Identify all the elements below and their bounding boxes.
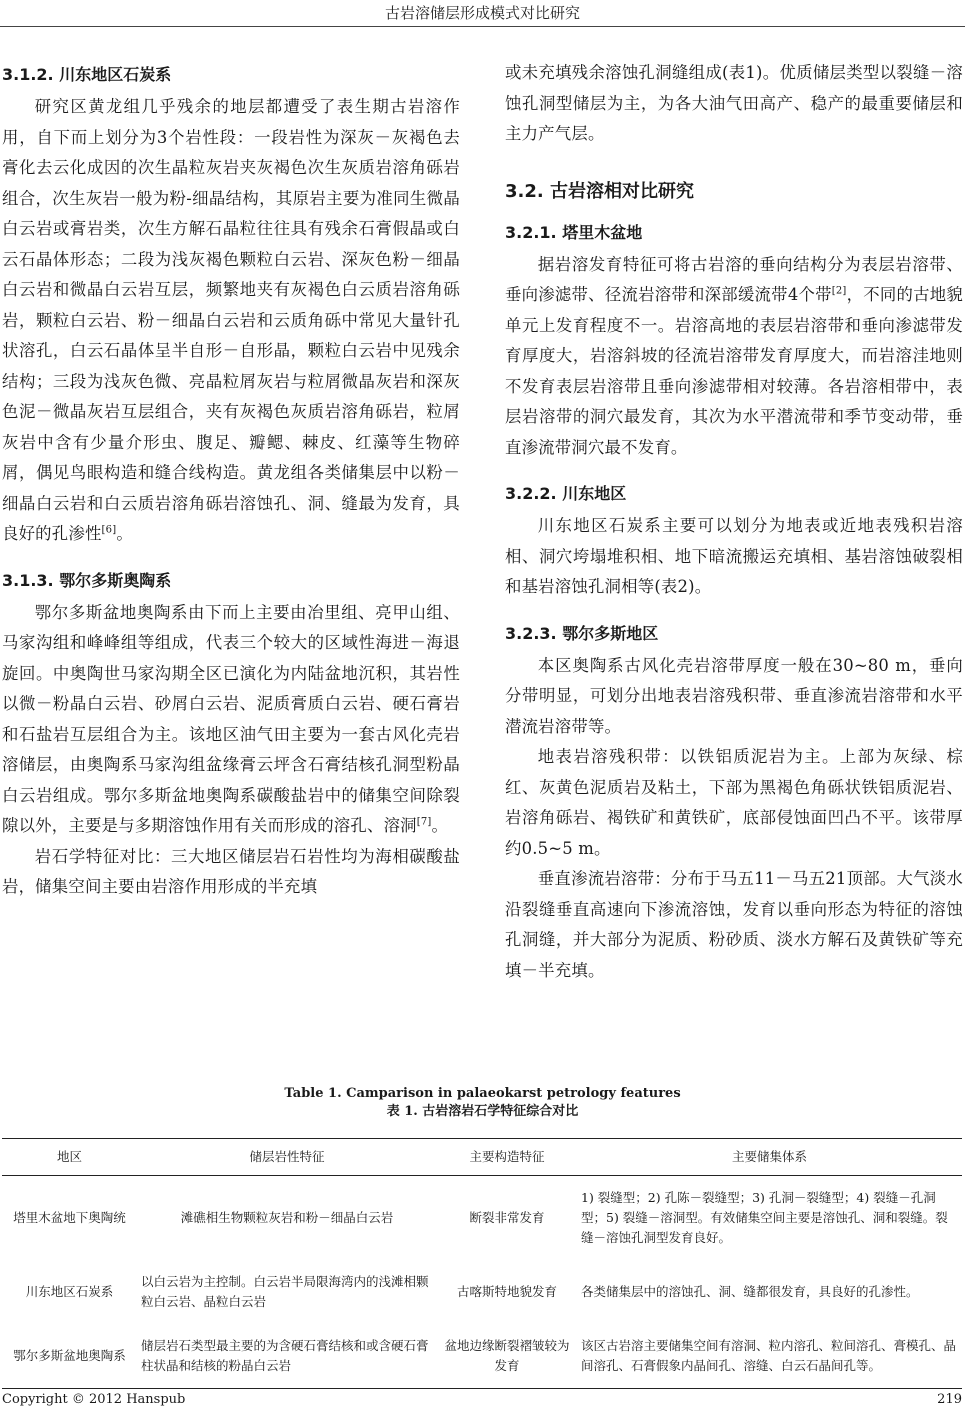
table-cell-region: 川东地区石炭系 xyxy=(25,1284,114,1299)
table-row xyxy=(2,1324,962,1389)
table-cell-lithology: 滩礁相生物颗粒灰岩和粉－细晶白云岩 xyxy=(180,1210,394,1225)
table-cell-structure: 盆地边缘断裂褶皱较为发育 xyxy=(437,1324,577,1389)
comparison-table xyxy=(2,1138,962,1389)
table-caption-cn: 表 1. 古岩溶岩石学特征综合对比 xyxy=(386,1104,579,1119)
table-header-cell: 主要构造特征 xyxy=(437,1139,577,1176)
section-3-2-3-paragraph-1: 本区奥陶系古风化壳岩溶带厚度一般在30~80 m，垂向分带明显，可划分出地表岩溶残积带、垂直渗流岩溶带和水平潜流岩溶带等。 xyxy=(505,655,963,736)
table-cell-reservoir: 各类储集层中的溶蚀孔、洞、缝都很发育，具良好的孔渗性。 xyxy=(581,1284,919,1299)
section-3-2-3-paragraph-2: 地表岩溶残积带：以铁铝质泥岩为主。上部为灰绿、棕红、灰黄色泥质岩及粘土，下部为黑褐色角砾状铁铝质泥岩、岩溶角砾岩、褐铁矿和黄铁矿，底部侵蚀面凹凸不平。该带厚约0.5~5 m。 xyxy=(505,747,963,858)
table-cell-reservoir: 1) 裂缝型；2) 孔陈－裂缝型；3) 孔洞－裂缝型；4) 裂缝－孔洞型；5) 裂缝－溶洞型。有效储集空间主要是溶蚀孔、洞和裂缝。裂缝－溶蚀孔洞型发育良好。 xyxy=(581,1190,948,1245)
petrology-comparison-paragraph: 岩石学特征对比：三大地区储层岩石岩性均为海相碳酸盐岩，储集空间主要由岩溶作用形成的半充填 xyxy=(2,846,460,896)
table-cell-lithology: 以白云岩为主控制。白云岩半局限海湾内的浅滩相颗粒白云岩、晶粒白云岩 xyxy=(141,1274,429,1309)
table-cell-region: 鄂尔多斯盆地奥陶系 xyxy=(2,1324,137,1389)
section-3-2-2-paragraph: 川东地区石炭系主要可以划分为地表或近地表残积岩溶相、洞穴垮塌堆积相、地下暗流搬运充填相、基岩溶蚀破裂相和基岩溶蚀孔洞相等(表2)。 xyxy=(505,516,963,596)
paragraph-text: 据岩溶发育特征可将古岩溶的垂向结构分为表层岩溶带、垂向渗滤带、径流岩溶带和深部缓流带4个带 xyxy=(505,254,963,304)
section-3-2-3-paragraph-3: 垂直渗流岩溶带：分布于马五11－马五21顶部。大气淡水沿裂缝垂直高速向下渗流溶蚀，发育以垂向形态为特征的溶蚀孔洞缝，并大部分为泥质、粉砂质、淡水方解石及黄铁矿等充填－半充填。 xyxy=(505,869,963,980)
left-column xyxy=(2,58,460,903)
table-caption xyxy=(0,1085,965,1121)
paragraph-text: 研究区黄龙组几乎残余的地层都遭受了表生期古岩溶作用，自下而上划分为3个岩性段：一段岩性为深灰－灰褐色去膏化去云化成因的次生晶粒灰岩夹灰褐色次生灰质岩溶角砾岩组合，次生灰岩一般为粉-细晶结构，其原岩主要为准同生微晶白云岩或膏岩类，次生方解石晶粒往往具有残余石膏假晶或白云石晶体形态；二段为浅灰褐色颗粒白云岩、深灰色粉－细晶白云岩和微晶白云岩互层，频繁地夹有灰褐色白云质岩溶角砾岩，颗粒白云岩、粉－细晶白云岩和云质角砾中常见大量针孔状溶孔，白云石晶体呈半自形－自形晶，颗粒白云岩中见残余结构；三段为浅灰色微、亮晶粒屑灰岩与粒屑微晶灰岩和深灰色泥－微晶灰岩互层组合，夹有灰褐色灰质岩溶角砾岩，粒屑灰岩中含有少量介形虫、腹足、瓣鳃、棘皮、红藻等生物碎屑，偶见鸟眼构造和缝合线构造。黄龙组各类储集层中以粉－细晶白云岩和白云质岩溶角砾岩溶蚀孔、洞、缝最为发育，具良好的孔渗性 xyxy=(2,97,460,543)
table-header-row xyxy=(2,1139,962,1176)
paragraph-end: 。 xyxy=(431,816,449,835)
table-caption-en: Table 1. Camparison in palaeokarst petrology features xyxy=(284,1086,681,1101)
paragraph-end: 。 xyxy=(116,524,133,543)
section-3-2-1-paragraph xyxy=(505,250,963,464)
page-footer xyxy=(2,1392,962,1407)
right-column xyxy=(505,58,963,986)
section-3-1-3-paragraph xyxy=(2,598,460,842)
table-header-cell: 主要储集体系 xyxy=(577,1139,962,1176)
section-3-2-1-heading: 3.2.1. 塔里木盆地 xyxy=(505,222,643,242)
section-3-2-2-heading: 3.2.2. 川东地区 xyxy=(505,484,627,503)
copyright: Copyright © 2012 Hanspub xyxy=(2,1392,186,1407)
running-head: 古岩溶储层形成模式对比研究 xyxy=(384,4,580,22)
paragraph-text-cont: ，不同的古地貌单元上发育程度不一。岩溶高地的表层岩溶带和垂向渗滤带发育厚度大，岩溶斜坡的径流岩溶带发育厚度大，而岩溶洼地则不发育表层岩溶带且垂向渗滤带相对较薄。各岩溶相带中，表层岩溶带的洞穴最发育，其次为水平潜流带和季节变动带，垂直渗流带洞穴最不发育。 xyxy=(505,285,963,457)
paragraph-text: 鄂尔多斯盆地奥陶系由下而上主要由冶里组、亮甲山组、马家沟组和峰峰组等组成，代表三个较大的区域性海进－海退旋回。中奥陶世马家沟期全区已演化为内陆盆地沉积，其岩性以微－粉晶白云岩、砂屑白云岩、泥质膏质白云岩、硬石膏岩和石盐岩互层组合为主。该地区油气田主要为一套古风化壳岩溶储层，由奥陶系马家沟组盆缘膏云坪含石膏结核孔洞型粉晶白云岩组成。鄂尔多斯盆地奥陶系碳酸盐岩中的储集空间除裂隙以外，主要是与多期溶蚀作用有关而形成的溶孔、溶洞 xyxy=(2,602,460,835)
citation: [7] xyxy=(416,816,432,828)
table-cell-region: 塔里木盆地下奥陶统 xyxy=(13,1210,126,1225)
table-cell-structure: 古喀斯特地貌发育 xyxy=(456,1284,557,1299)
table-cell-reservoir: 该区古岩溶主要储集空间有溶洞、粒内溶孔、粒间溶孔、膏模孔、晶间溶孔、石膏假象内晶间孔、溶缝、白云石晶间孔等。 xyxy=(577,1324,962,1389)
table-cell-lithology: 储层岩石类型最主要的为含硬石膏结核和或含硬石膏柱状晶和结核的粉晶白云岩 xyxy=(137,1324,437,1389)
section-3-2-3-heading: 3.2.3. 鄂尔多斯地区 xyxy=(505,623,659,643)
table-cell-structure: 断裂非常发育 xyxy=(469,1210,545,1225)
table-header-cell: 储层岩性特征 xyxy=(137,1139,437,1176)
table-row xyxy=(2,1260,962,1324)
citation: [6] xyxy=(101,524,117,536)
section-3-2-heading: 3.2. 古岩溶相对比研究 xyxy=(505,180,694,202)
citation: [2] xyxy=(831,285,847,297)
page-number: 219 xyxy=(937,1392,962,1407)
section-3-1-2-paragraph xyxy=(2,92,460,550)
table-header-cell: 地区 xyxy=(2,1139,137,1176)
section-3-1-3-heading: 3.1.3. 鄂尔多斯奥陶系 xyxy=(2,570,172,590)
header-rule xyxy=(0,26,965,27)
table-row xyxy=(2,1176,962,1261)
continued-paragraph: 或未充填残余溶蚀孔洞缝组成(表1)。优质储层类型以裂缝－溶蚀孔洞型储层为主，为各大油气田高产、稳产的最重要储层和主力产气层。 xyxy=(505,63,963,143)
section-3-1-2-heading: 3.1.2. 川东地区石炭系 xyxy=(2,65,172,84)
